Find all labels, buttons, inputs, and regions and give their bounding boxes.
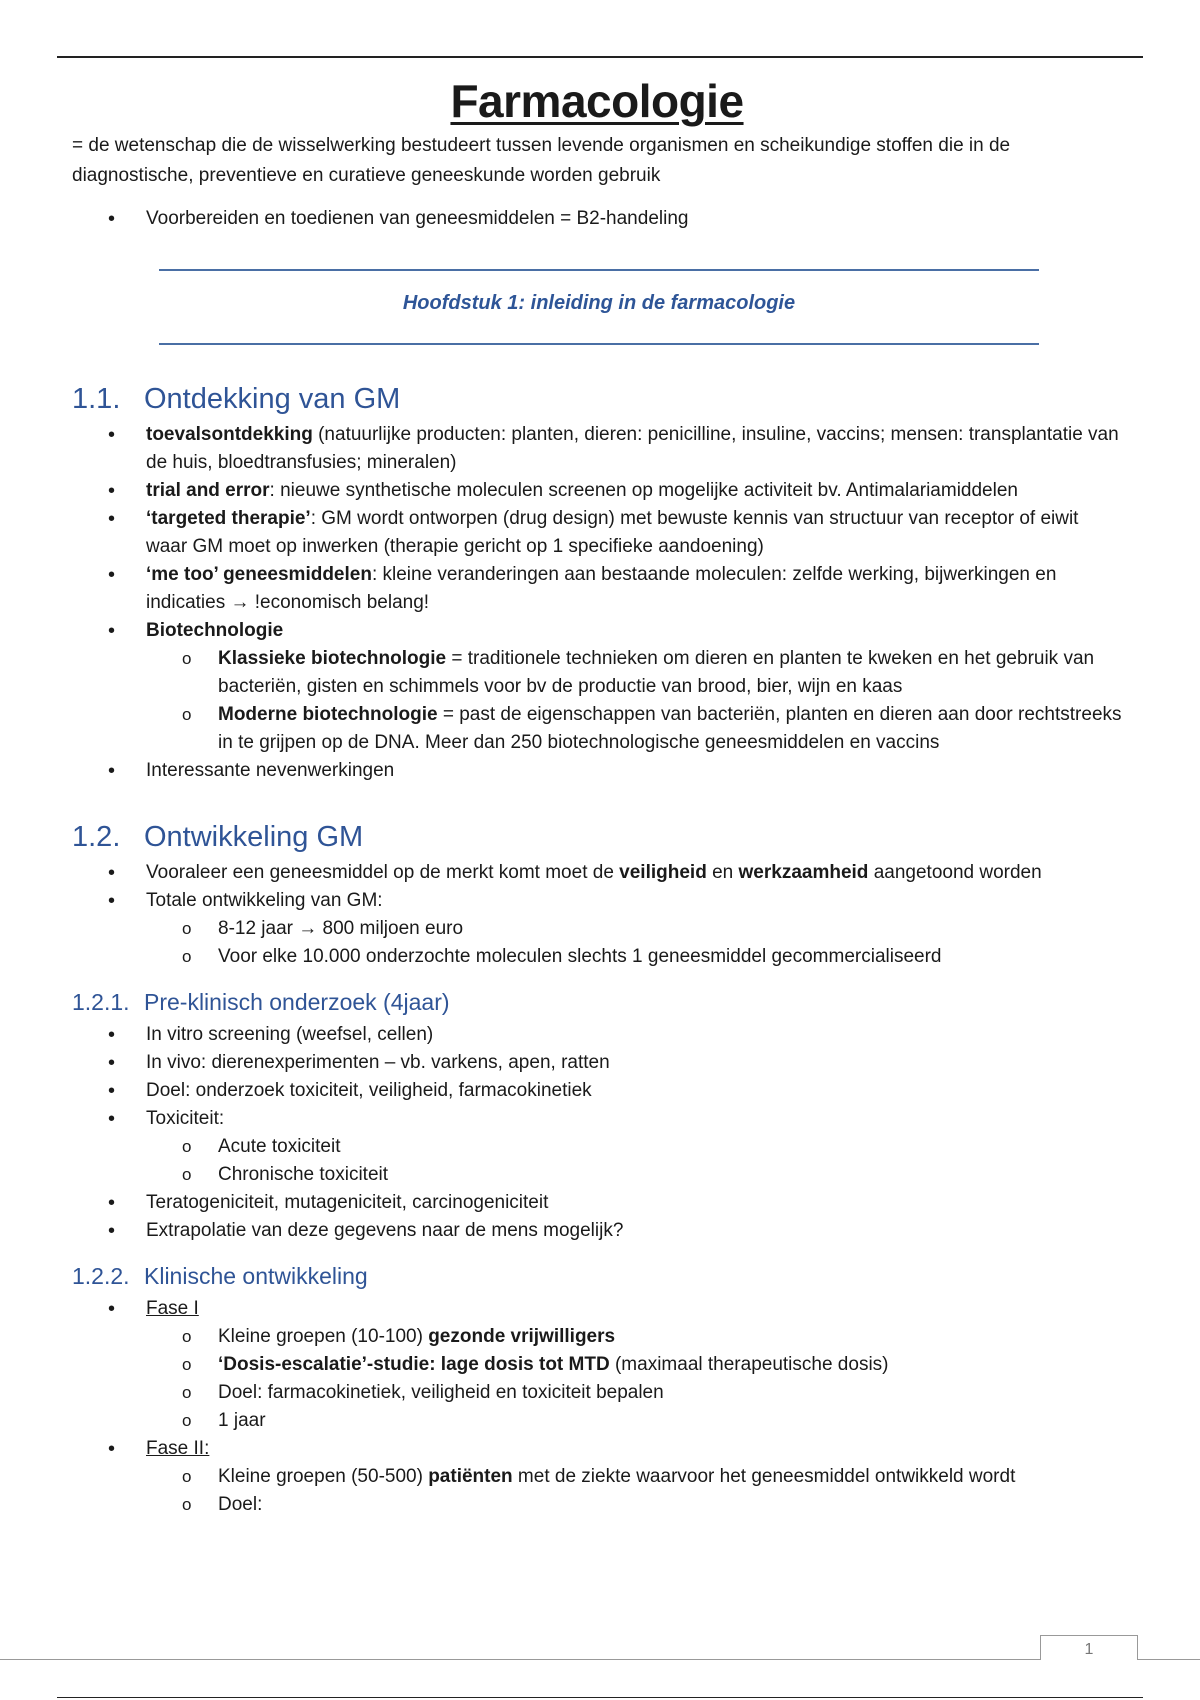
term-bold: trial and error — [146, 479, 270, 501]
term-bold: toevalsontdekking — [146, 423, 313, 445]
sub-list-item — [72, 701, 1122, 757]
page-title: Farmacologie — [450, 75, 744, 127]
chapter-heading — [72, 269, 1122, 347]
section-heading-1-1 — [72, 381, 1122, 417]
list-item-text: Toxiciteit: — [146, 1107, 225, 1129]
sub-list-item — [72, 1323, 1122, 1351]
section-number: 1.1. — [72, 382, 121, 415]
term-bold: ‘Dosis-escalatie’-studie: lage dosis tot MTD — [218, 1353, 610, 1375]
section-number: 1.2.1. — [72, 988, 130, 1015]
list-item-text: Interessante nevenwerkingen — [146, 759, 395, 781]
list-item-text: Chronische toxiciteit — [218, 1163, 389, 1185]
list-item-text: Doel: onderzoek toxiciteit, veiligheid, farmacokinetiek — [146, 1079, 592, 1101]
list-item-text: Vooraleer een geneesmiddel op de merkt komt moet de — [146, 861, 620, 883]
list-item-text: (maximaal therapeutische dosis) — [609, 1353, 889, 1375]
section-title: Ontdekking van GM — [144, 382, 401, 415]
sub-list-item — [72, 1379, 1122, 1407]
list-item-text: (natuurlijke producten: planten, dieren: penicilline, insuline, vaccins; mensen: transplantatie van de huis, bloedtransfusies; mineralen) — [146, 423, 1119, 473]
sub-list-item — [72, 915, 1122, 943]
list-item-text: Extrapolatie van deze gegevens naar de mens mogelijk? — [146, 1219, 624, 1241]
section-1-2-1-list — [72, 1021, 1122, 1245]
list-item-text: Teratogeniciteit, mutageniciteit, carcinogeniciteit — [146, 1191, 549, 1213]
list-item-text: = past de eigenschappen van bacteriën, planten en dieren aan door rechtstreeks in te grijpen op de DNA. Meer dan 250 biotechnologische geneesmiddelen en vaccins — [218, 703, 1122, 753]
term-bold: gezonde vrijwilligers — [428, 1325, 616, 1347]
section-title: Pre-klinisch onderzoek (4jaar) — [144, 988, 450, 1015]
sub-list-item — [72, 1491, 1122, 1519]
sub-list-item — [72, 1407, 1122, 1435]
section-title: Ontwikkeling GM — [144, 820, 364, 853]
list-item — [72, 1021, 1122, 1049]
section-heading-1-2-2 — [72, 1261, 1122, 1291]
term-bold: patiënten — [428, 1465, 513, 1487]
list-item-text: 8-12 jaar → 800 miljoen euro — [218, 917, 464, 939]
list-item — [72, 859, 1122, 887]
section-title: Klinische ontwikkeling — [144, 1262, 368, 1289]
list-item-text: : nieuwe synthetische moleculen screenen op mogelijke activiteit bv. Antimalariamiddelen — [269, 479, 1018, 501]
sub-list — [146, 1463, 1122, 1519]
term-bold: Moderne biotechnologie — [218, 703, 438, 725]
section-1-2-2-list — [72, 1295, 1122, 1519]
list-item — [72, 205, 1122, 233]
list-item-text: In vivo: dierenexperimenten – vb. varkens, apen, ratten — [146, 1051, 610, 1073]
list-item — [72, 617, 1122, 757]
list-item — [72, 505, 1122, 561]
section-1-2-list — [72, 859, 1122, 971]
list-item — [72, 1049, 1122, 1077]
list-item-text: = traditionele technieken om dieren en planten te kweken en het gebruik van bacteriën, gisten en schimmels voor bv de productie van brood, bier, wijn en kaas — [218, 647, 1095, 697]
list-item-text: Acute toxiciteit — [218, 1135, 341, 1157]
list-item — [72, 421, 1122, 477]
list-item — [72, 1077, 1122, 1105]
phase-label: Fase I — [146, 1297, 199, 1319]
document-body — [72, 76, 1122, 1519]
list-item-text: Voorbereiden en toedienen van geneesmiddelen = B2-handeling — [146, 207, 689, 229]
list-item-text: : kleine veranderingen aan bestaande moleculen: zelfde werking, bijwerkingen en indicaties → !economisch belang! — [146, 563, 1057, 613]
term-bold: Biotechnologie — [146, 619, 284, 641]
sub-list-item — [72, 1463, 1122, 1491]
section-heading-1-2-1 — [72, 987, 1122, 1017]
list-item — [72, 887, 1122, 971]
list-item-text: aangetoond worden — [868, 861, 1042, 883]
list-item-text: Kleine groepen (10-100) — [218, 1325, 429, 1347]
list-item-text: en — [706, 861, 739, 883]
term-bold: veiligheid — [619, 861, 707, 883]
sub-list-item — [72, 1161, 1122, 1189]
list-item — [72, 477, 1122, 505]
list-item — [72, 757, 1122, 785]
footer-rule — [0, 1659, 1200, 1660]
list-item-text: 1 jaar — [218, 1409, 266, 1431]
bottom-rule — [57, 1697, 1143, 1698]
top-rule — [57, 56, 1143, 58]
sub-list-item — [72, 943, 1122, 971]
list-item — [72, 561, 1122, 617]
definition-text: = de wetenschap die de wisselwerking bestudeert tussen levende organismen en scheikundige stoffen die in de diagnostische, preventieve en curatieve geneeskunde worden gebruik — [72, 134, 1011, 186]
list-item — [72, 1295, 1122, 1435]
chapter-title: Hoofdstuk 1: inleiding in de farmacologie — [402, 291, 796, 314]
term-bold: Klassieke biotechnologie — [218, 647, 447, 669]
list-item — [72, 1189, 1122, 1217]
sub-list — [146, 915, 1122, 971]
section-heading-1-2 — [72, 819, 1122, 855]
sub-list-item — [72, 1351, 1122, 1379]
page-number: 1 — [1040, 1635, 1138, 1660]
list-item-text: Doel: farmacokinetiek, veiligheid en toxiciteit bepalen — [218, 1381, 664, 1403]
chapter-divider-top — [159, 269, 1039, 271]
list-item-text: Totale ontwikkeling van GM: — [146, 889, 383, 911]
term-bold: werkzaamheid — [738, 861, 869, 883]
section-number: 1.2. — [72, 820, 121, 853]
sub-list-item — [72, 1133, 1122, 1161]
list-item — [72, 1105, 1122, 1189]
chapter-divider-bottom — [159, 343, 1039, 345]
list-item-text: In vitro screening (weefsel, cellen) — [146, 1023, 434, 1045]
term-bold: ‘me too’ geneesmiddelen — [146, 563, 372, 585]
list-item-text: Doel: — [218, 1493, 263, 1515]
section-number: 1.2.2. — [72, 1262, 130, 1289]
term-bold: ‘targeted therapie’ — [146, 507, 311, 529]
sub-list — [146, 1323, 1122, 1435]
list-item — [72, 1435, 1122, 1519]
section-1-1-list — [72, 421, 1122, 785]
list-item-text: met de ziekte waarvoor het geneesmiddel ontwikkeld wordt — [512, 1465, 1016, 1487]
intro-list — [72, 205, 1122, 233]
list-item-text: : GM wordt ontworpen (drug design) met bewuste kennis van structuur van receptor of eiwit waar GM moet op inwerken (therapie gericht op 1 specifieke aandoening) — [146, 507, 1079, 557]
list-item — [72, 1217, 1122, 1245]
list-item-text: Voor elke 10.000 onderzochte moleculen slechts 1 geneesmiddel gecommercialiseerd — [218, 945, 942, 967]
phase-label: Fase II: — [146, 1437, 210, 1459]
sub-list — [146, 1133, 1122, 1189]
sub-list — [146, 645, 1122, 757]
list-item-text: Kleine groepen (50-500) — [218, 1465, 429, 1487]
sub-list-item — [72, 645, 1122, 701]
